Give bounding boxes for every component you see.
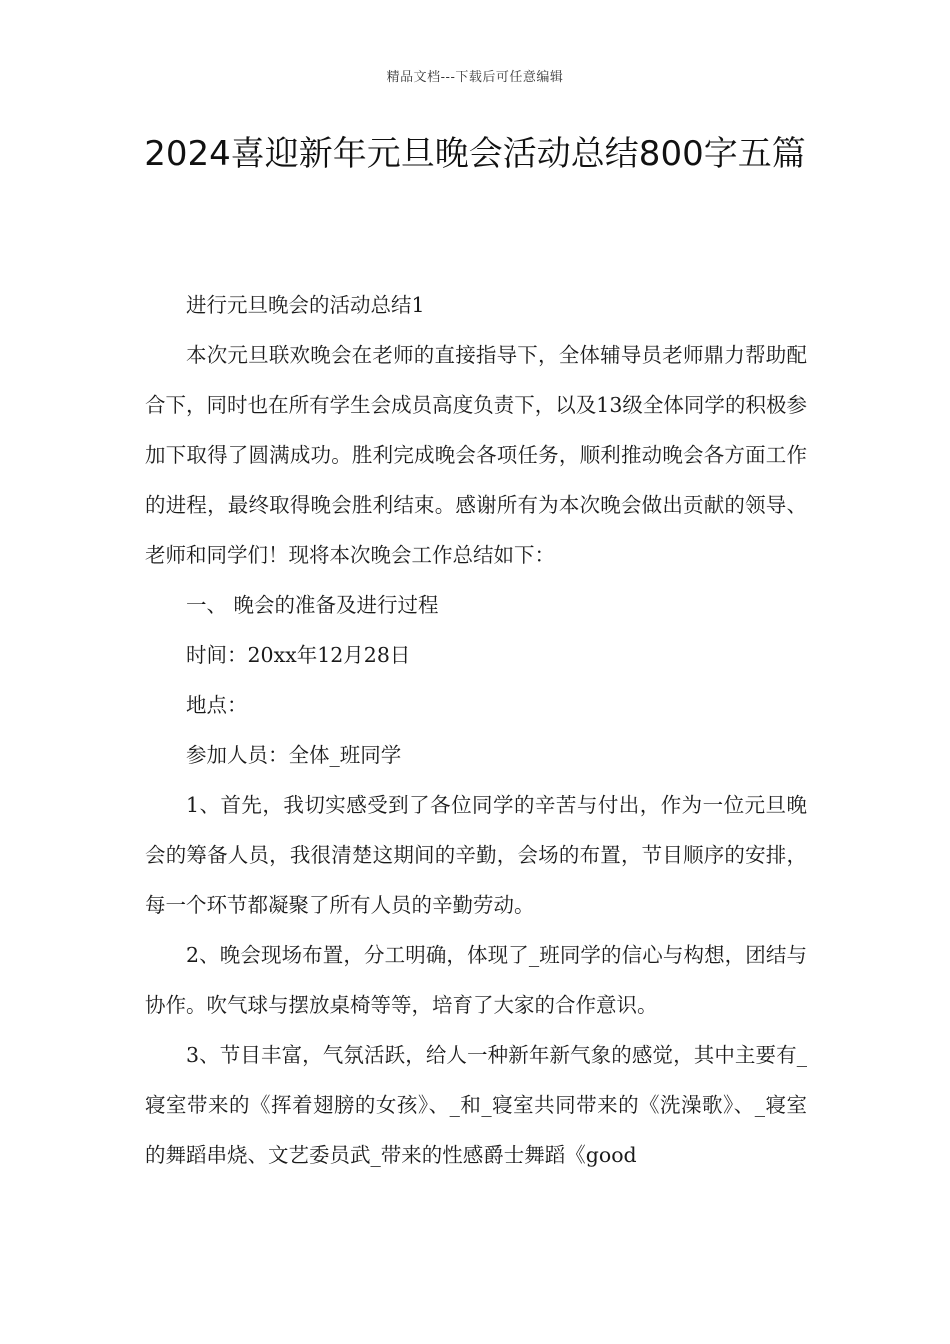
paragraph: 1、首先，我切实感受到了各位同学的辛苦与付出，作为一位元旦晚会的筹备人员，我很清楚这期间的辛勤，会场的布置，节目顺序的安排，每一个环节都凝聚了所有人员的辛勤劳动。 xyxy=(145,793,807,917)
paragraph: 3、节目丰富，气氛活跃，给人一种新年新气象的感觉，其中主要有_寝室带来的《挥着翅膀的女孩》、_和_寝室共同带来的《洗澡歌》、_寝室的舞蹈串烧、文艺委员武_带来的性感爵士舞蹈《good xyxy=(145,1043,807,1167)
paragraph: 2、晚会现场布置，分工明确，体现了_班同学的信心与构想，团结与协作。吹气球与摆放桌椅等等，培育了大家的合作意识。 xyxy=(145,943,807,1017)
paragraph: 参加人员：全体_班同学 xyxy=(186,743,402,767)
section-heading: 进行元旦晚会的活动总结1 xyxy=(186,293,425,317)
section-heading: 一、 晚会的准备及进行过程 xyxy=(186,593,439,617)
paragraph: 地点： xyxy=(186,693,248,717)
paragraph: 时间：20xx年12月28日 xyxy=(186,643,411,667)
document-body xyxy=(145,280,807,1180)
paragraph: 本次元旦联欢晚会在老师的直接指导下，全体辅导员老师鼎力帮助配合下，同时也在所有学生会成员高度负责下，以及13级全体同学的积极参加下取得了圆满成功。胜利完成晚会各项任务，顺利推动晚会各方面工作的进程，最终取得晚会胜利结束。感谢所有为本次晚会做出贡献的领导、老师和同学们！现将本次晚会工作总结如下： xyxy=(145,343,807,567)
header-note: 精品文档---下载后可任意编辑 xyxy=(386,70,564,85)
document-title: 2024喜迎新年元旦晚会活动总结800字五篇 xyxy=(144,134,806,174)
